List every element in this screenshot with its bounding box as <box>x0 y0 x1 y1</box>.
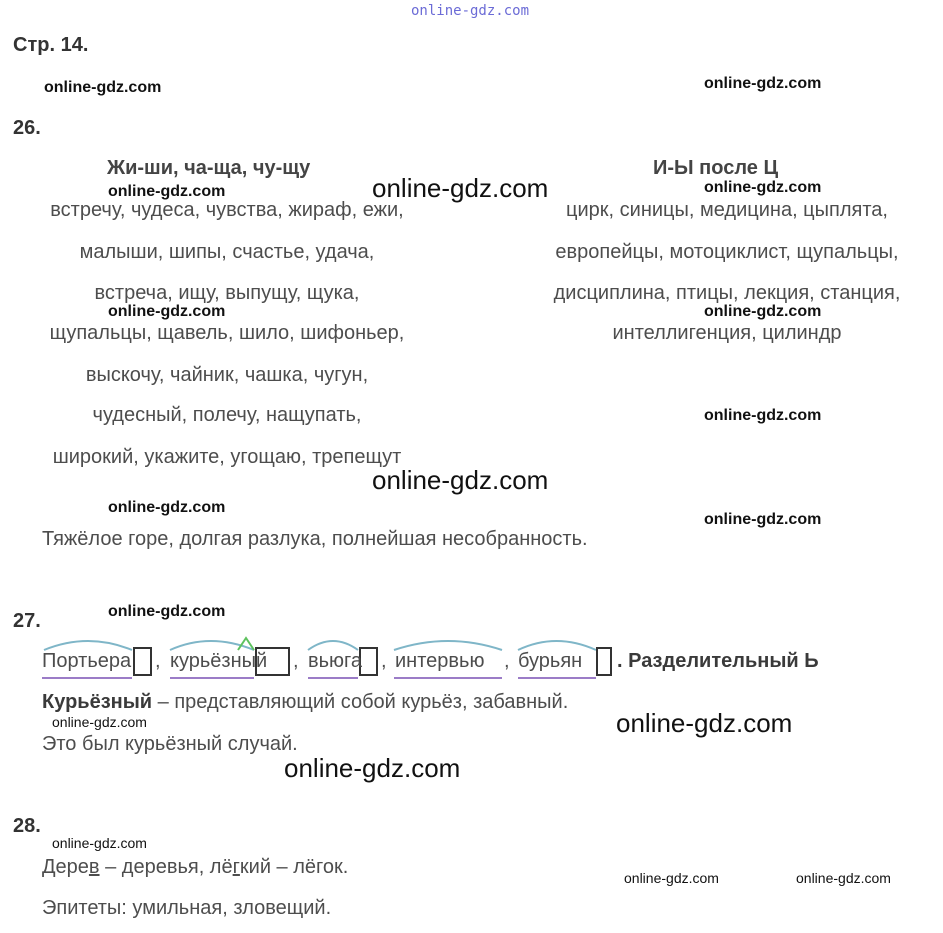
exercise-26-number: 26. <box>13 117 41 139</box>
column-2-heading: И-Ы после Ц <box>653 157 779 179</box>
column-1-line: чудесный, полечу, нащупать, <box>92 404 362 426</box>
column-1-line: малыши, шипы, счастье, удача, <box>79 241 375 263</box>
example-sentence: Это был курьёзный случай. <box>42 733 298 755</box>
watermark: online-gdz.com <box>284 753 461 783</box>
word-kuryozny: курьёзный <box>170 650 268 672</box>
watermark: online-gdz.com <box>108 499 226 516</box>
exercise-28-number: 28. <box>13 815 41 837</box>
watermark: online-gdz.com <box>796 870 891 886</box>
word-intervyu: интервью <box>395 650 485 672</box>
exercise-28-line-2: Эпитеты: умильная, зловещий. <box>42 897 332 919</box>
separator: , <box>381 650 387 672</box>
watermark: online-gdz.com <box>52 714 147 730</box>
watermark: online-gdz.com <box>624 870 719 886</box>
exercise-27-number: 27. <box>13 610 41 632</box>
column-1-line: широкий, укажите, угощаю, трепещут <box>52 446 402 468</box>
separator: , <box>155 650 161 672</box>
watermark: online-gdz.com <box>704 179 822 196</box>
watermark: online-gdz.com <box>108 303 226 320</box>
column-2-line: цирк, синицы, медицина, цыплята, <box>566 199 888 221</box>
watermark: online-gdz.com <box>616 708 793 738</box>
column-2-line: дисциплина, птицы, лекция, станция, <box>553 282 901 304</box>
watermark: online-gdz.com <box>704 407 822 424</box>
watermark-top: online-gdz.com <box>411 3 530 19</box>
watermark: online-gdz.com <box>44 79 162 96</box>
exercise-26-sentence: Тяжёлое горе, долгая разлука, полнейшая несобранность. <box>42 528 588 550</box>
watermark: online-gdz.com <box>372 465 549 495</box>
definition: Курьёзный – представляющий собой курьёз, забавный. <box>42 691 569 713</box>
column-1-heading: Жи-ши, ча-ща, чу-щу <box>107 157 311 179</box>
watermark: online-gdz.com <box>704 511 822 528</box>
watermark: online-gdz.com <box>108 183 226 200</box>
exercise-27-tail: . Разделительный Ь <box>617 650 819 672</box>
word-vyuga: вьюга <box>308 650 363 672</box>
separator: , <box>504 650 510 672</box>
column-1-line: встречу, чудеса, чувства, жираф, ежи, <box>50 199 404 221</box>
watermark: online-gdz.com <box>372 173 549 203</box>
column-1-line: выскочу, чайник, чашка, чугун, <box>85 364 369 386</box>
column-1-line: встреча, ищу, выпущу, щука, <box>94 282 360 304</box>
watermark: online-gdz.com <box>108 603 226 620</box>
word-buryan: бурьян <box>518 650 583 672</box>
separator: , <box>293 650 299 672</box>
watermark: online-gdz.com <box>704 303 822 320</box>
page-label: Стр. 14. <box>13 34 89 56</box>
word-portiera: Портьера <box>42 650 132 672</box>
column-2-line: европейцы, мотоциклист, щупальцы, <box>555 241 899 263</box>
watermark: online-gdz.com <box>52 835 147 851</box>
exercise-28-line-1: Дерев – деревья, лёгкий – лёгок. <box>42 856 349 878</box>
column-1-line: щупальцы, щавель, шило, шифоньер, <box>49 322 405 344</box>
column-2-line: интеллигенция, цилиндр <box>612 322 842 344</box>
watermark: online-gdz.com <box>704 75 822 92</box>
